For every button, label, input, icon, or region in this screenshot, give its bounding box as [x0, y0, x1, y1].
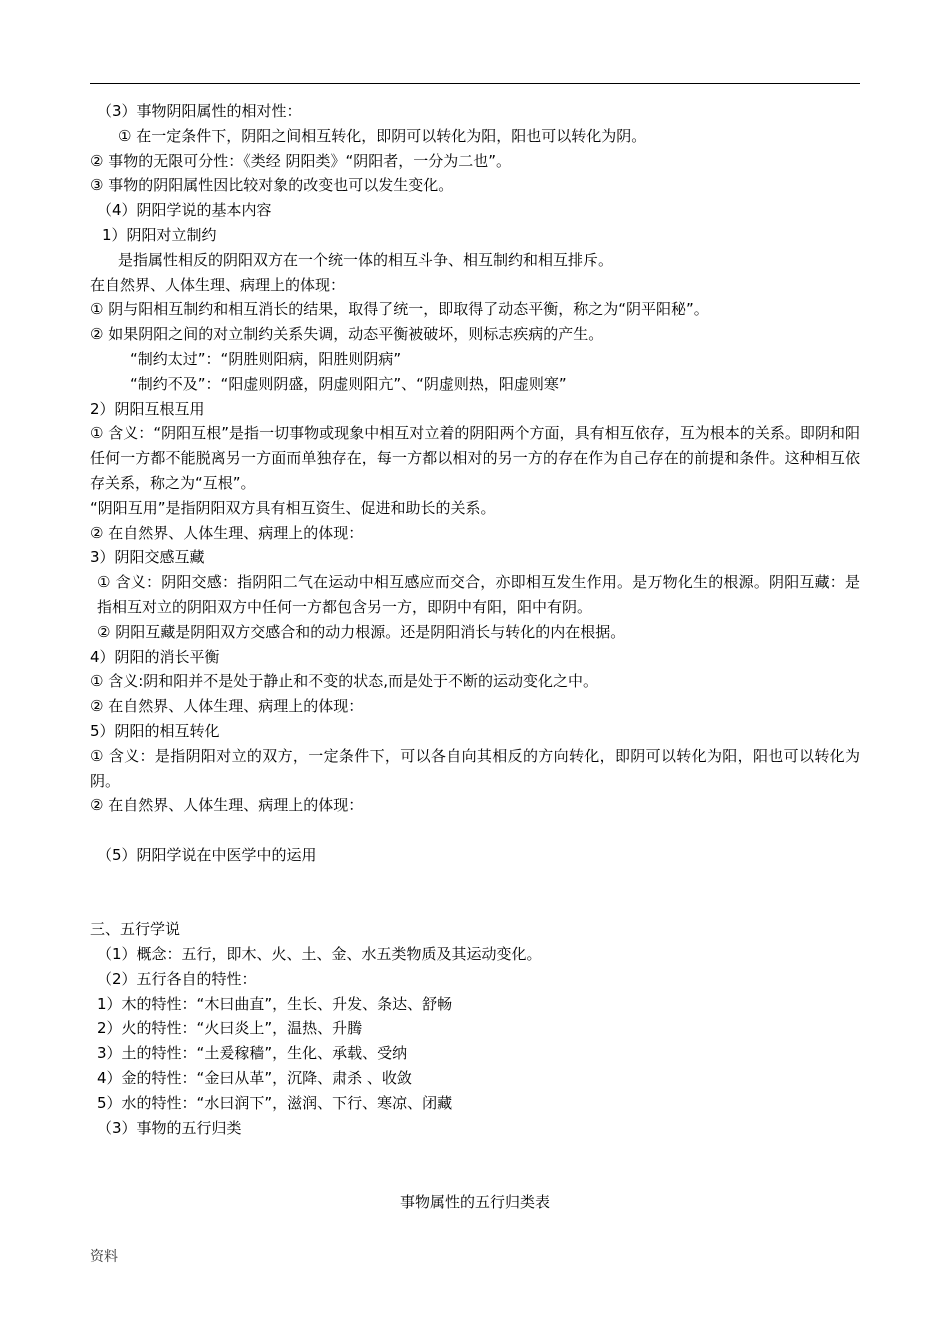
list-item: 1）木的特性：“木曰曲直”，生长、升发、条达、舒畅 [97, 994, 453, 1013]
spacer [90, 1140, 860, 1165]
list-item: （2）五行各自的特性： [97, 969, 257, 988]
list-item: ① 阴与阳相互制约和相互消长的结果，取得了统一，即取得了动态平衡，称之为“阴平阳秘”。 [90, 300, 709, 319]
list-item: ③ 事物的阴阳属性因比较对象的改变也可以发生变化。 [90, 176, 454, 195]
paragraph: “阴阳互用”是指阴阳双方具有相互资生、促进和助长的关系。 [90, 498, 496, 517]
list-item: 3）土的特性：“土爰稼穑”，生化、承载、受纳 [97, 1044, 408, 1063]
paragraph: ① 含义：阴阳交感：指阴阳二气在运动中相互感应而交合，亦即相互发生作用。是万物化生的根源。阴阳互藏：是指相互对立的阴阳双方中任何一方都包含另一方，即阴中有阳，阳中有阴。 [97, 573, 860, 616]
table-caption: 事物属性的五行归类表 [399, 1193, 550, 1212]
list-item: ② 如果阴阳之间的对立制约关系失调，动态平衡被破坏，则标志疾病的产生。 [90, 325, 604, 344]
list-item: （1）概念：五行，即木、火、土、金、水五类物质及其运动变化。 [97, 945, 542, 964]
subheading-transformation: 5）阴阳的相互转化 [90, 721, 220, 740]
header-rule [90, 83, 860, 84]
subheading-interdependence: 2）阴阳互根互用 [90, 399, 205, 418]
spacer [90, 868, 860, 893]
quote-line: “制约太过”：“阴胜则阳病，阳胜则阴病” [130, 349, 402, 368]
list-item: ② 在自然界、人体生理、病理上的体现： [90, 523, 364, 542]
subheading-interaction: 3）阴阳交感互藏 [90, 548, 205, 567]
paragraph: ① 含义：“阴阳互根”是指一切事物或现象中相互对立着的阴阳两个方面，具有相互依存，互为根本的关系。即阴和阳任何一方都不能脱离另一方面而单独存在，每一方都以相对的另一方的存在作为自己存在的前提和条件。这种相互依存关系，称之为“互根”。 [90, 424, 860, 492]
subheading-opposition: 1）阴阳对立制约 [102, 225, 217, 244]
document-body [90, 99, 860, 1215]
spacer [90, 818, 860, 843]
list-item: 2）火的特性：“火曰炎上”，温热、升腾 [97, 1019, 363, 1038]
list-item: 4）金的特性：“金曰从革”，沉降、肃杀 、收敛 [97, 1069, 412, 1088]
footer-label: 资料 [90, 1249, 118, 1265]
heading-application: （5）阴阳学说在中医学中的运用 [97, 845, 317, 864]
list-item: ① 含义:阴和阳并不是处于静止和不变的状态,而是处于不断的运动变化之中。 [90, 672, 599, 691]
paragraph: 在自然界、人体生理、病理上的体现： [90, 275, 346, 294]
list-item: ② 在自然界、人体生理、病理上的体现： [90, 796, 364, 815]
list-item: ② 阴阳互藏是阴阳双方交感合和的动力根源。还是阴阳消长与转化的内在根据。 [97, 622, 626, 641]
spacer [90, 1165, 860, 1190]
paragraph: ① 含义：是指阴阳对立的双方，一定条件下，可以各自向其相反的方向转化，即阴可以转化为阳，阳也可以转化为阴。 [90, 746, 860, 790]
heading-basic-content: （4）阴阳学说的基本内容 [97, 201, 272, 220]
quote-line: “制约不及”：“阳虚则阴盛，阴虚则阳亢”、“阴虚则热，阳虚则寒” [130, 374, 567, 393]
section-heading-five-elements: 三、五行学说 [90, 920, 181, 939]
list-item: ② 事物的无限可分性：《类经 阴阳类》“阴阳者，一分为二也”。 [90, 151, 512, 170]
list-item: ① 在一定条件下，阴阳之间相互转化，即阴可以转化为阳，阳也可以转化为阴。 [118, 126, 647, 145]
heading-relativity: （3）事物阴阳属性的相对性： [97, 102, 302, 120]
spacer [90, 893, 860, 918]
list-item: 5）水的特性：“水曰润下”，滋润、下行、寒凉、闭藏 [97, 1093, 453, 1112]
paragraph: 是指属性相反的阴阳双方在一个统一体的相互斗争、相互制约和相互排斥。 [118, 250, 614, 269]
list-item: （3）事物的五行归类 [97, 1118, 242, 1137]
list-item: ② 在自然界、人体生理、病理上的体现： [90, 697, 364, 716]
subheading-balance: 4）阴阳的消长平衡 [90, 647, 220, 666]
